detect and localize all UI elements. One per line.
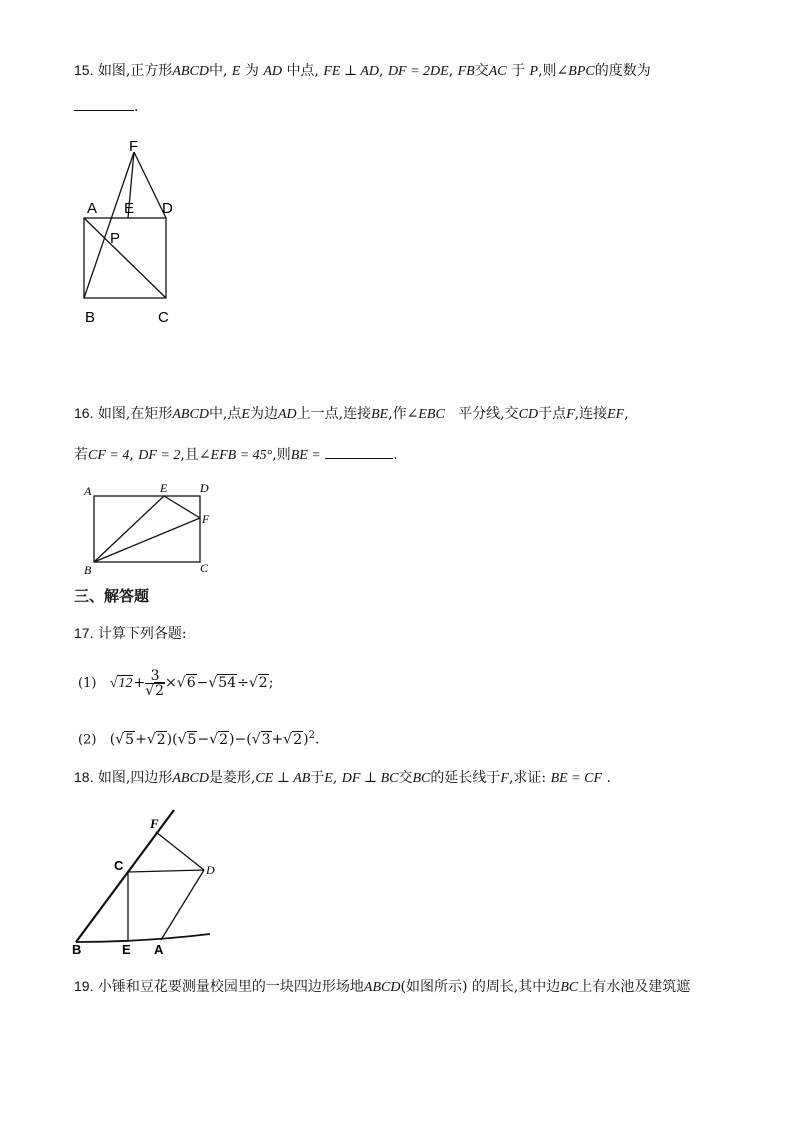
q16-number: 16. xyxy=(74,405,94,421)
q18-point-e: E xyxy=(324,771,333,786)
q16-line-be xyxy=(94,496,164,562)
q15-text xyxy=(74,60,651,82)
q15-answer-line xyxy=(74,96,138,117)
q17-p2-plus1: + xyxy=(135,731,147,748)
q18-text-a: 如图,四边形 xyxy=(97,770,173,786)
q18-line-fd xyxy=(156,832,204,870)
q17-part1-label: (1) xyxy=(78,676,97,691)
q15-df-eq: DF = 2DE xyxy=(387,64,449,79)
q16-text-f: 平分线,交 xyxy=(458,406,519,422)
q15-label-b: B xyxy=(85,309,96,326)
q17-part2-label: (2) xyxy=(78,732,97,748)
q18-line-bf xyxy=(76,810,174,942)
q16-angle-ebc: ∠EBC xyxy=(406,407,445,422)
q17-p1-plus: + xyxy=(133,675,146,691)
q18-figure xyxy=(68,808,218,956)
q16-text-a: 如图,在矩形 xyxy=(97,406,173,422)
q16-segment-ad: AD xyxy=(277,407,297,422)
q16-segment-be: BE xyxy=(371,407,389,422)
q15-segment-ad: AD xyxy=(263,64,282,79)
q15-label-c: C xyxy=(158,309,169,326)
q18-end: . xyxy=(606,770,611,786)
q18-text-b: 是菱形, xyxy=(208,770,256,786)
q17-p2-open1: ( xyxy=(109,731,116,748)
q17-p2-sqrt2b: 2 xyxy=(219,731,229,748)
q15-label-d: D xyxy=(162,200,173,217)
q15-number: 15. xyxy=(74,62,94,78)
q17-text xyxy=(74,623,187,644)
q16-text-g: 于点 xyxy=(538,406,567,422)
q17-p1-minus: − xyxy=(196,675,209,691)
q18-ce-perp-ab: CE ⊥ AB xyxy=(255,771,311,786)
q17-part1: (1) √12+ $\frac{3}{√2}$ ×√6−√54÷√2; xyxy=(78,667,274,699)
q16-answer-blank[interactable] xyxy=(325,444,393,459)
q16-segment-cd: CD xyxy=(518,407,539,422)
q16-line-ef xyxy=(164,496,200,518)
q19-number: 19. xyxy=(74,978,94,994)
q16-label-b: B xyxy=(84,563,92,577)
q17-part2: (2) $(√5+√2)(√5-√2)-(√3+√2)^2$. xyxy=(78,730,320,748)
q16-point-f: F xyxy=(566,407,575,422)
q15-text-e: 交 xyxy=(474,63,489,79)
q15-sep2: , xyxy=(448,63,454,79)
q18-base-ab xyxy=(76,934,210,942)
q16-be-eq: BE = xyxy=(290,448,321,463)
q18-line-cd xyxy=(128,870,204,872)
q18-df-perp-bc: DF ⊥ BC xyxy=(341,771,399,786)
q18-label-a: A xyxy=(154,942,164,956)
q16-df-eq: DF = 2 xyxy=(138,448,181,463)
q15-angle-bpc: ∠BPC xyxy=(556,64,595,79)
q17-p1-end: ; xyxy=(268,675,274,691)
q17-p2-sqrt5a: 5 xyxy=(125,731,135,748)
q16-end2: . xyxy=(393,447,398,463)
q18-label-c: C xyxy=(114,858,124,873)
q16-text xyxy=(74,403,629,425)
q18-label-d: D xyxy=(206,863,215,877)
q17-fraction: $\frac{3}{√2}$ xyxy=(145,667,165,699)
q16-text-e: ,作 xyxy=(388,406,407,422)
q17-prompt: 计算下列各题: xyxy=(97,626,187,642)
q15-text-h: 的度数为 xyxy=(594,63,651,79)
q15-figure xyxy=(78,136,188,328)
q18-line-da xyxy=(161,870,204,940)
q16-label-c: C xyxy=(200,561,209,575)
q15-segment-fb: FB xyxy=(457,64,475,79)
q17-p2-end: . xyxy=(314,731,320,748)
q15-text-d: 中点, xyxy=(286,63,319,79)
q17-sqrt6: 6 xyxy=(186,675,196,691)
q17-p2-plus2: + xyxy=(271,731,284,748)
q16-label-e: E xyxy=(160,481,168,495)
q15-label-f: F xyxy=(129,138,139,155)
q15-text-g: ,则 xyxy=(538,63,557,79)
q15-text-b: 中, xyxy=(208,63,228,79)
q16-text-c: 为边 xyxy=(249,406,278,422)
q17-p2-close2: ) xyxy=(303,731,309,748)
q17-p2-sqrt5b: 5 xyxy=(187,731,197,748)
q18-text-c: 于 xyxy=(310,770,325,786)
q19-text-c: 上有水池及建筑遮 xyxy=(578,979,691,995)
q16-label-f: F xyxy=(202,512,210,526)
q15-text-c: 为 xyxy=(244,63,259,79)
q18-point-f: F xyxy=(500,771,509,786)
q17-frac-num: 3 xyxy=(145,669,165,684)
q16-rect-name: ABCD xyxy=(172,407,209,422)
q19-quad-name: ABCD xyxy=(363,980,401,995)
q17-p1-div: ÷ xyxy=(237,675,249,691)
q18-text-d: 交 xyxy=(398,770,413,786)
q19-text-b: (如图所示) 的周长,其中边 xyxy=(400,979,561,995)
q17-p2-minus1: − xyxy=(197,731,210,748)
q17-number: 17. xyxy=(74,625,94,641)
q18-goal: BE = CF xyxy=(550,771,603,786)
q16-cf-eq: CF = 4 xyxy=(88,448,130,463)
q15-answer-blank[interactable] xyxy=(74,96,134,111)
q17-p2-sqrt2a: 2 xyxy=(156,731,166,748)
q16-label-d: D xyxy=(200,481,209,495)
q16-line-bf xyxy=(94,518,200,562)
q15-label-p: P xyxy=(110,230,121,247)
q17-sqrt2: 2 xyxy=(258,675,268,691)
section-title: 三、解答题 xyxy=(74,587,150,605)
q16-text-h: ,连接 xyxy=(574,406,608,422)
q16-angle-efb: ∠EFB = 45° xyxy=(198,448,273,463)
q15-point-p: P xyxy=(529,64,539,79)
q16-figure xyxy=(80,478,220,578)
q16-label-a: A xyxy=(84,484,92,498)
q15-sep1: , xyxy=(379,63,384,79)
q18-text-f: ,求证: xyxy=(508,770,547,786)
q19-text xyxy=(74,976,690,998)
q17-sqrt54: 54 xyxy=(218,675,237,691)
q17-frac-den: 2 xyxy=(155,682,165,699)
q17-sqrt12: 12 xyxy=(118,676,133,691)
q18-quad-name: ABCD xyxy=(172,771,209,786)
q16-text-k: ,则 xyxy=(272,447,291,463)
q15-square-name: ABCD xyxy=(172,64,209,79)
q19-segment-bc: BC xyxy=(560,980,579,995)
q16-text-d: 上一点,连接 xyxy=(296,406,372,422)
q17-p2-mid: )( xyxy=(166,731,178,748)
q15-segment-ac: AC xyxy=(488,64,507,79)
q18-text-e: 的延长线于 xyxy=(430,770,501,786)
q16-rectangle xyxy=(94,496,200,562)
q15-point-e: E xyxy=(231,64,241,79)
q15-text-f: 于 xyxy=(511,63,526,79)
q16-text-b: 中,点 xyxy=(208,406,242,422)
q17-p2-exponent: 2 xyxy=(308,730,315,741)
q18-label-b: B xyxy=(72,942,82,956)
q17-p2-close: ) xyxy=(229,731,235,748)
q16-segment-ef: EF xyxy=(607,407,625,422)
q16-end1: , xyxy=(624,406,629,422)
q17-p1-times: × xyxy=(165,675,177,691)
q17-p2-sqrt3: 3 xyxy=(261,731,271,748)
q18-segment-bc: BC xyxy=(412,771,431,786)
q16-point-e: E xyxy=(241,407,250,422)
q19-text-a: 小锤和豆花要测量校园里的一块四边形场地 xyxy=(97,979,364,995)
q15-end: . xyxy=(134,99,139,115)
q18-label-e: E xyxy=(122,942,131,956)
q15-label-e: E xyxy=(124,200,135,217)
q16-text-line2 xyxy=(74,444,398,466)
q15-text-a: 如图,正方形 xyxy=(97,63,173,79)
q18-text xyxy=(74,767,611,789)
q16-text-i: 若 xyxy=(74,447,88,463)
q18-label-f: F xyxy=(150,816,159,831)
q16-sep1: , xyxy=(129,447,134,463)
q15-line-ac xyxy=(84,218,166,298)
q17-p2-minus2: −( xyxy=(234,731,252,748)
q15-label-a: A xyxy=(87,200,98,217)
q16-text-j: ,且 xyxy=(180,447,199,463)
q18-number: 18. xyxy=(74,769,94,785)
q15-fe-perp-ad: FE ⊥ AD xyxy=(323,64,380,79)
q17-p2-sqrt2c: 2 xyxy=(293,731,303,748)
q18-sep: , xyxy=(332,770,338,786)
